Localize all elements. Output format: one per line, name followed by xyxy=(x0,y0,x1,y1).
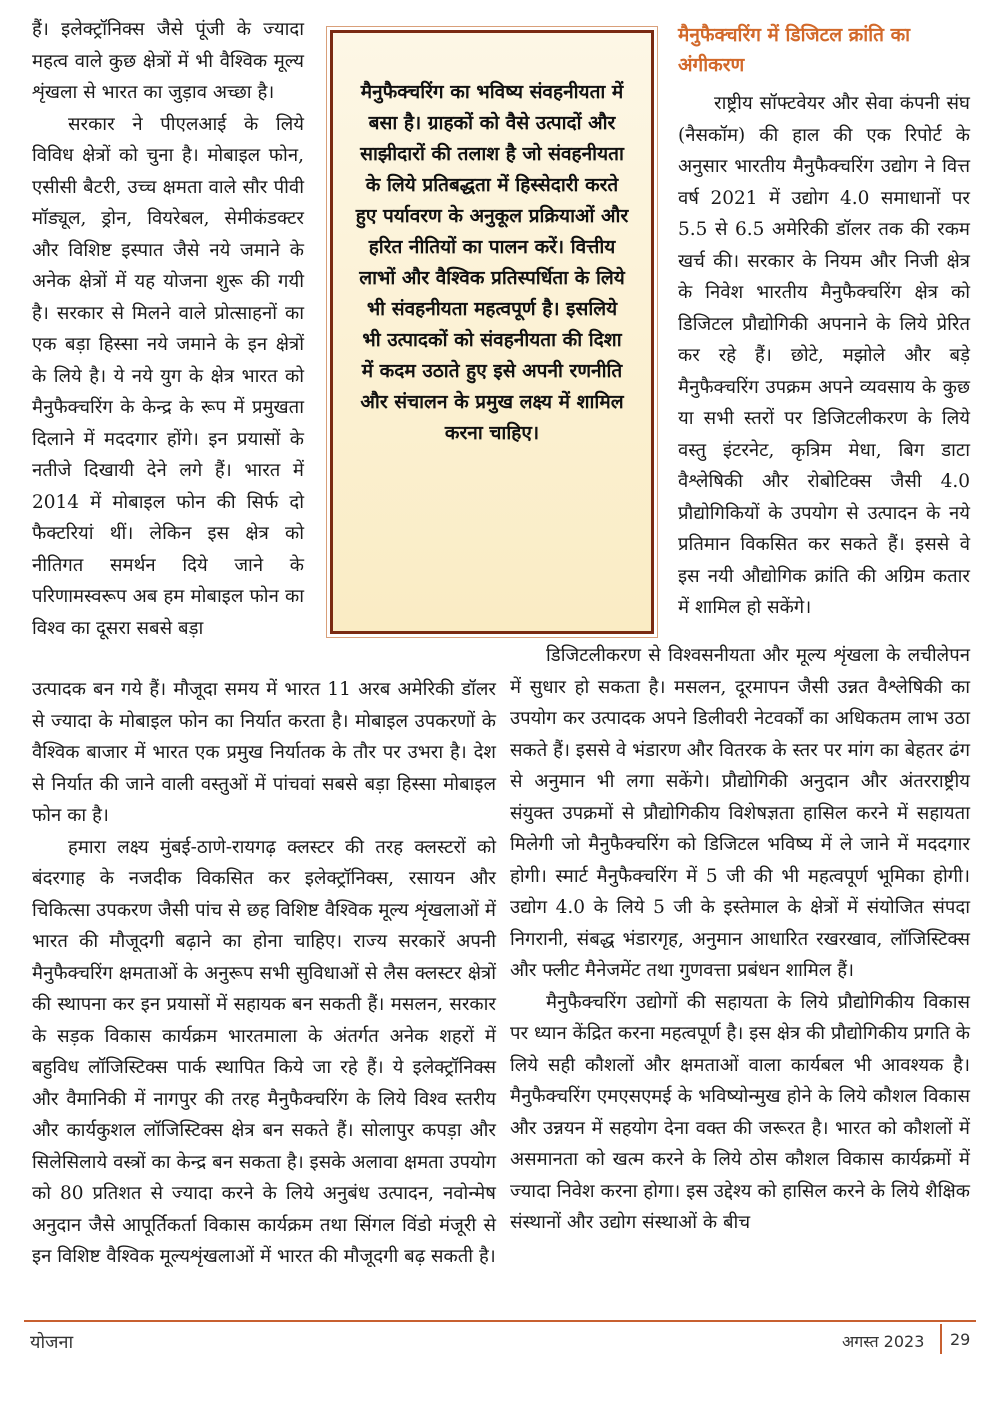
footer-magazine-name: योजना xyxy=(30,1332,74,1353)
pull-quote-text: मैनुफैक्चरिंग का भविष्य संवहनीयता में बसा है। ग्राहकों को वैसे उत्पादों और साझीदारों की तलाश है जो संवहनीयता के लिये प्रतिबद्धता में हिस्सेदारी करते हुए पर्यावरण के अनुकूल प्रक्रियाओं और हरित नीतियों का पालन करें। वित्तीय लाभों और वैश्विक प्रतिस्पर्धिता के लिये भी संवहनीयता महत्वपूर्ण है। इसलिये भी उत्पादकों को संवहनीयता की दिशा में कदम उठाते हुए इसे अपनी रणनीति और संचालन के प्रमुख लक्ष्य में शामिल करना चाहिए। xyxy=(355,81,629,444)
bottom-right-paragraph-2: मैनुफैक्चरिंग उद्योगों की सहायता के लिये प्रौद्योगिकीय विकास पर ध्यान केंद्रित करना महत्वपूर्ण है। इस क्षेत्र की प्रौद्योगिकीय प्रगति के लिये सही कौशलों और क्षमताओं वाला कार्यबल भी आवश्यक है। मैनुफैक्चरिंग एमएसएमई के भविष्योन्मुख होने के लिये कौशल विकास और उन्नयन में सहयोग देना वक्त की जरूरत है। भारत को कौशलों में असमानता को खत्म करने के लिये ठोस कौशल विकास कार्यक्रमों में ज्यादा निवेश करना होगा। इस उद्देश्य को हासिल करने के लिये शैक्षिक संस्थानों और उद्योग संस्थाओं के बीच xyxy=(510,991,970,1233)
bottom-right-paragraph-1: डिजिटलीकरण से विश्वसनीयता और मूल्य शृंखला के लचीलेपन में सुधार हो सकता है। मसलन, दूरमापन जैसी उन्नत वैश्लेषिकी का उपयोग कर उत्पादक अपने डिलीवरी नेटवर्कों का अधिकतम लाभ उठा सकते हैं। इससे वे भंडारण और वितरक के स्तर पर मांग का बेहतर ढंग से अनुमान भी लगा सकेंगे। प्रौद्योगिकी अनुदान और अंतरराष्ट्रीय संयुक्त उपक्रमों से प्रौद्योगिकीय विशेषज्ञता हासिल करने में सहायता मिलेगी जो मैनुफैक्चरिंग को डिजिटल भविष्य में ले जाने में मददगार होगी। स्मार्ट मैनुफैक्चरिंग में 5 जी की भी महत्वपूर्ण भूमिका होगी। उद्योग 4.0 के लिये 5 जी के इस्तेमाल के क्षेत्रों में संयोजित संपदा निगरानी, संबद्ध भंडारगृह, अनुमान आधारित रखरखाव, लॉजिस्टिक्स और फ्लीट मैनेजमेंट तथा गुणवत्ता प्रबंधन शामिल हैं। xyxy=(510,645,970,981)
bottom-left-paragraph-1: उत्पादक बन गये हैं। मौजूदा समय में भारत 11 अरब अमेरिकी डॉलर से ज्यादा के मोबाइल फोन का निर्यात करता है। मोबाइल उपकरणों के वैश्विक बाजार में भारत एक प्रमुख निर्यातक के तौर पर उभरा है। देश से निर्यात की जाने वाली वस्तुओं में पांचवां सबसे बड़ा हिस्सा मोबाइल फोन का है। xyxy=(32,679,496,826)
left-paragraph-2: सरकार ने पीएलआई के लिये विविध क्षेत्रों को चुना है। मोबाइल फोन, एसीसी बैटरी, उच्च क्षमता वाले सौर पीवी मॉड्यूल, ड्रोन, वियरेबल, सेमीकंडक्टर और विशिष्ट इस्पात जैसे नये जमाने के अनेक क्षेत्रों में यह योजना शुरू की गयी है। सरकार से मिलने वाले प्रोत्साहनों का एक बड़ा हिस्सा नये जमाने के इन क्षेत्रों के लिये है। ये नये युग के क्षेत्र भारत को मैनुफैक्चरिंग के केन्द्र के रूप में प्रमुखता दिलाने में मददगार होंगे। इन प्रयासों के नतीजे दिखायी देने लगे हैं। भारत में 2014 में मोबाइल फोन की सिर्फ दो फैक्टरियां थीं। लेकिन इस क्षेत्र को नीतिगत समर्थन दिये जाने के परिणामस्वरूप अब हम मोबाइल फोन का विश्व का दूसरा सबसे बड़ा xyxy=(32,113,304,639)
left-paragraph-1: हैं। इलेक्ट्रॉनिक्स जैसे पूंजी के ज्यादा महत्व वाले कुछ क्षेत्रों में भी वैश्विक मूल्य शृंखला से भारत का जुड़ाव अच्छा है। xyxy=(32,19,304,103)
right-paragraph-1: राष्ट्रीय सॉफ्टवेयर और सेवा कंपनी संघ (नैसकॉम) की हाल की एक रिपोर्ट के अनुसार भारतीय मैनुफैक्चरिंग उद्योग ने वित्त वर्ष 2021 में उद्योग 4.0 समाधानों पर 5.5 से 6.5 अमेरिकी डॉलर तक की रकम खर्च की। सरकार के नियम और निजी क्षेत्र के निवेश भारतीय मैनुफैक्चरिंग क्षेत्र को डिजिटल प्रौद्योगिकी अपनाने के लिये प्रेरित कर रहे हैं। छोटे, मझोले और बड़े मैनुफैक्चरिंग उपक्रम अपने व्यवसाय के कुछ या सभी स्तरों पर डिजिटलीकरण के लिये वस्तु इंटरनेट, कृत्रिम मेधा, बिग डाटा वैश्लेषिकी और रोबोटिक्स जैसी 4.0 प्रौद्योगिकियों के उपयोग से उत्पादन के नये प्रतिमान विकसित कर सकते हैं। इससे वे इस नयी औद्योगिक क्रांति की अग्रिम कतार में शामिल हो सकेंगे। xyxy=(678,93,970,618)
footer-issue-date: अगस्त 2023 xyxy=(842,1332,925,1351)
section-heading: मैनुफैक्चरिंग में डिजिटल क्रांति का अंगीकरण xyxy=(678,24,911,76)
right-column xyxy=(678,88,970,624)
left-column xyxy=(32,14,304,644)
footer-divider xyxy=(24,1320,976,1322)
bottom-left-paragraph-2: हमारा लक्ष्य मुंबई-ठाणे-रायगढ़ क्लस्टर की तरह क्लस्टरों को बंदरगाह के नजदीक विकसित कर इलेक्ट्रॉनिक्स, रसायन और चिकित्सा उपकरण जैसी पांच से छह विशिष्ट वैश्विक मूल्य शृंखलाओं में भारत की मौजूदगी बढ़ाने का होना चाहिए। राज्य सरकारें अपनी मैनुफैक्चरिंग क्षमताओं के अनुरूप सभी सुविधाओं से लैस क्लस्टर क्षेत्रों की स्थापना कर इन प्रयासों में सहायक बन सकती हैं। मसलन, सरकार के सड़क विकास कार्यक्रम भारतमाला के अंतर्गत अनेक शहरों में बहुविध लॉजिस्टिक्स पार्क स्थापित किये जा रहे हैं। ये इलेक्ट्रॉनिक्स और वैमानिकी में नागपुर की तरह मैनुफैक्चरिंग के लिये विश्व स्तरीय और कार्यकुशल लॉजिस्टिक्स क्षेत्र बन सकते हैं। सोलापुर कपड़ा और सिलेसिलाये वस्त्रों का केन्द्र बन सकता है। इसके अलावा क्षमता उपयोग को 80 प्रतिशत से ज्यादा करने के लिये अनुबंध उत्पादन, नवोन्मेष अनुदान जैसे आपूर्तिकर्ता विकास कार्यक्रम तथा सिंगल विंडो मंजूरी से इन विशिष्ट वैश्विक मूल्यशृंखलाओं में भारत की मौजूदगी बढ़ सकती है। xyxy=(32,836,496,1267)
pull-quote-box xyxy=(330,30,654,634)
page-number: 29 xyxy=(950,1330,971,1349)
bottom-left-column xyxy=(32,674,496,1273)
bottom-right-column xyxy=(510,640,970,1239)
footer-separator xyxy=(940,1324,942,1354)
